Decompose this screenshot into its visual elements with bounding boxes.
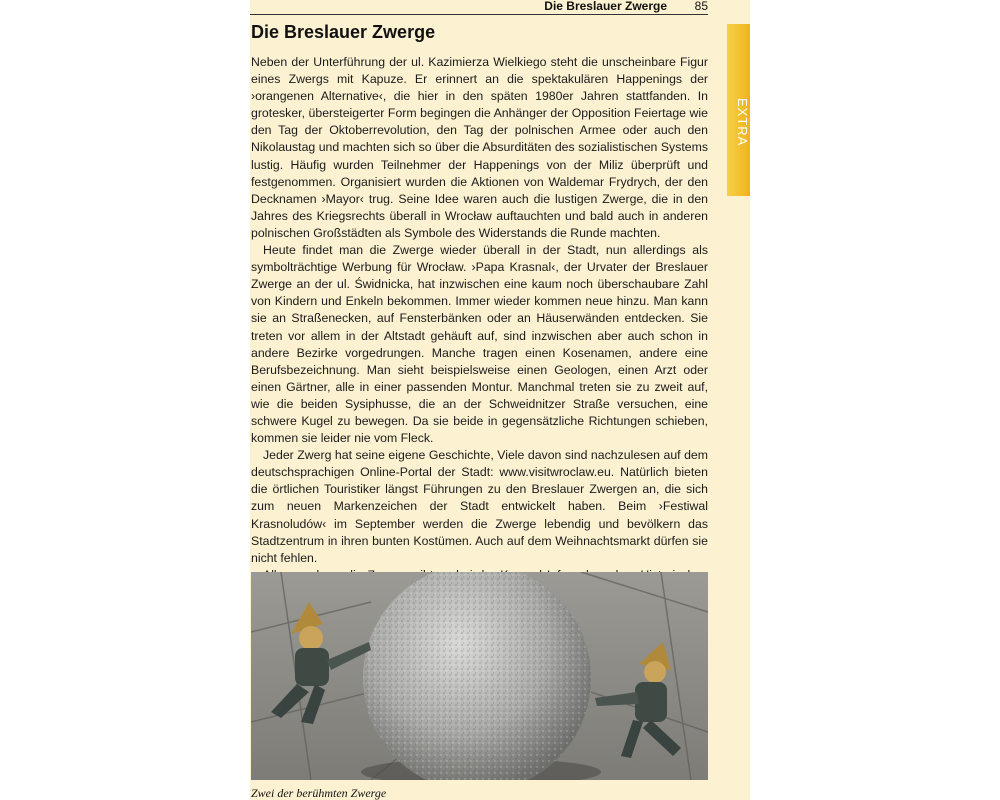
paragraph: Jeder Zwerg hat seine eigene Geschichte, Viele davon sind nachzulesen auf dem deutschsprachigen Online-Portal der Stadt: www.visitwroclaw.eu. Natürlich bieten die örtlichen Touristiker längst Führungen zu den Breslauer Zwergen an, die sich zum neuen Markenzeichen der Stadt entwickelt haben. Beim ›Festiwal Krasnoludów‹ im September werden die Zwerge lebendig und bevölkern das Stadtzentrum in ihren bunten Kostümen. Auch auf dem Weihnachtsmarkt dürfen sie nicht fehlen. (251, 448, 708, 565)
extra-section-tab (727, 24, 750, 196)
running-title: Die Breslauer Zwerge (544, 0, 667, 13)
extra-tab-label: EXTRA (735, 98, 750, 147)
article-body (251, 54, 708, 601)
article-title: Die Breslauer Zwerge (251, 22, 436, 42)
photo-illustration (251, 572, 708, 780)
book-page (250, 0, 750, 800)
paragraph: Neben der Unterführung der ul. Kazimierza Wielkiego steht die unscheinbare Figur eines Zwergs mit Kapuze. Er erinnert an die spektakulären Happenings der ›orangenen Alternative‹, die hier in den späten 1980er Jahren stattfanden. In grotesker, übersteigerter Form begingen die Anhänger der Opposition Feiertage wie den Tag der Oktoberrevolution, den Tag der polnischen Armee oder auch den Nikolaustag und machten sich so über die Absurditäten des sozialistischen Systems lustig. Häufig wurden Teilnehmer der Happenings von der Miliz überprüft und festgenommen. Organisiert wurden die Aktionen von Waldemar Frydrych, der den Decknamen ›Mayor‹ trug. Seine Idee waren auch die lustigen Zwerge, die in den Jahres des Kriegsrechts überall in Wrocław auftauchten und bald auch in anderen polnischen Großstädten als Symbole des Widerstands die Runde machten. (251, 55, 708, 240)
photo-caption: Zwei der berühmten Zwerge (251, 786, 387, 800)
running-header (250, 0, 708, 15)
dwarfs-photo (251, 572, 708, 780)
granite-texture (363, 572, 591, 780)
page-number: 85 (694, 0, 708, 13)
paragraph: Heute findet man die Zwerge wieder überall in der Stadt, nun allerdings als symbolträchtige Werbung für Wrocław. ›Papa Krasnal‹, der Urvater der Breslauer Zwerge an der ul. Świdnicka, hat inzwischen eine kaum noch überschaubare Zahl von Kindern und Enkeln bekommen. Immer wieder kommen neue hinzu. Man kann sie an Straßenecken, auf Fensterbänken oder an Häuserwänden entdecken. Sie treten vor allem in der Altstadt gehäuft auf, sind inzwischen aber auch schon in andere Bezirke vorgedrungen. Manche tragen einen Kosenamen, andere eine Berufsbezeichnung. Man sieht beispielsweise einen Geologen, einen Arzt oder einen Gärtner, alle in einer passenden Montur. Manchmal treten sie zu zweit auf, wie die beiden Sysiphusse, die an der Schweidnitzer Straße versuchen, eine schwere Kugel zu bewegen. Da sie beide in gegensätzliche Richtungen schieben, kommen sie leider nie vom Fleck. (251, 243, 708, 446)
